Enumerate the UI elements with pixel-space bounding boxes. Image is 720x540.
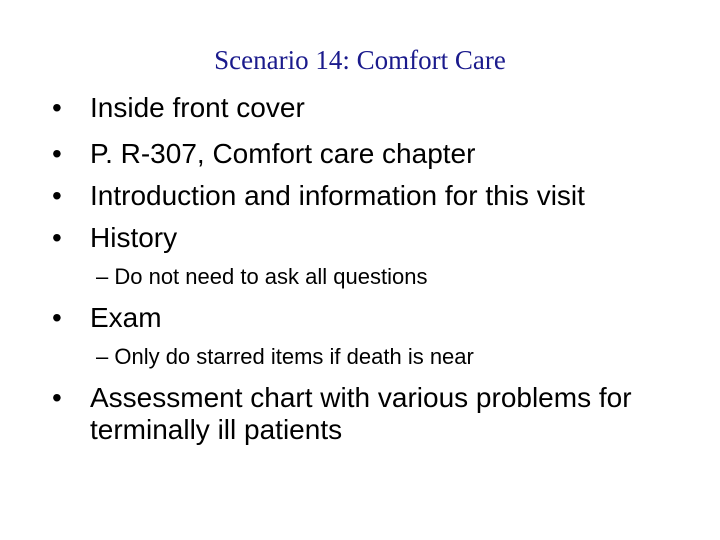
- bullet-text: Assessment chart with various problems for terminally ill patients: [90, 382, 632, 445]
- bullet-text: History: [90, 222, 178, 253]
- bullet-text: Exam: [90, 302, 162, 333]
- bullet-text: Inside front cover: [90, 92, 305, 123]
- slide-title: Scenario 14: Comfort Care: [214, 45, 506, 75]
- bullet-marker: •: [52, 222, 62, 253]
- bullet-marker: •: [52, 180, 62, 211]
- bullet-marker: •: [52, 382, 62, 413]
- bullet-text: P. R-307, Comfort care chapter: [90, 138, 476, 169]
- bullet-marker: •: [52, 138, 62, 169]
- sub-bullet-text: – Do not need to ask all questions: [96, 264, 428, 289]
- sub-bullet-text: – Only do starred items if death is near: [96, 344, 474, 369]
- bullet-text: Introduction and information for this visit: [90, 180, 585, 211]
- bullet-marker: •: [52, 302, 62, 333]
- bullet-marker: •: [52, 92, 62, 123]
